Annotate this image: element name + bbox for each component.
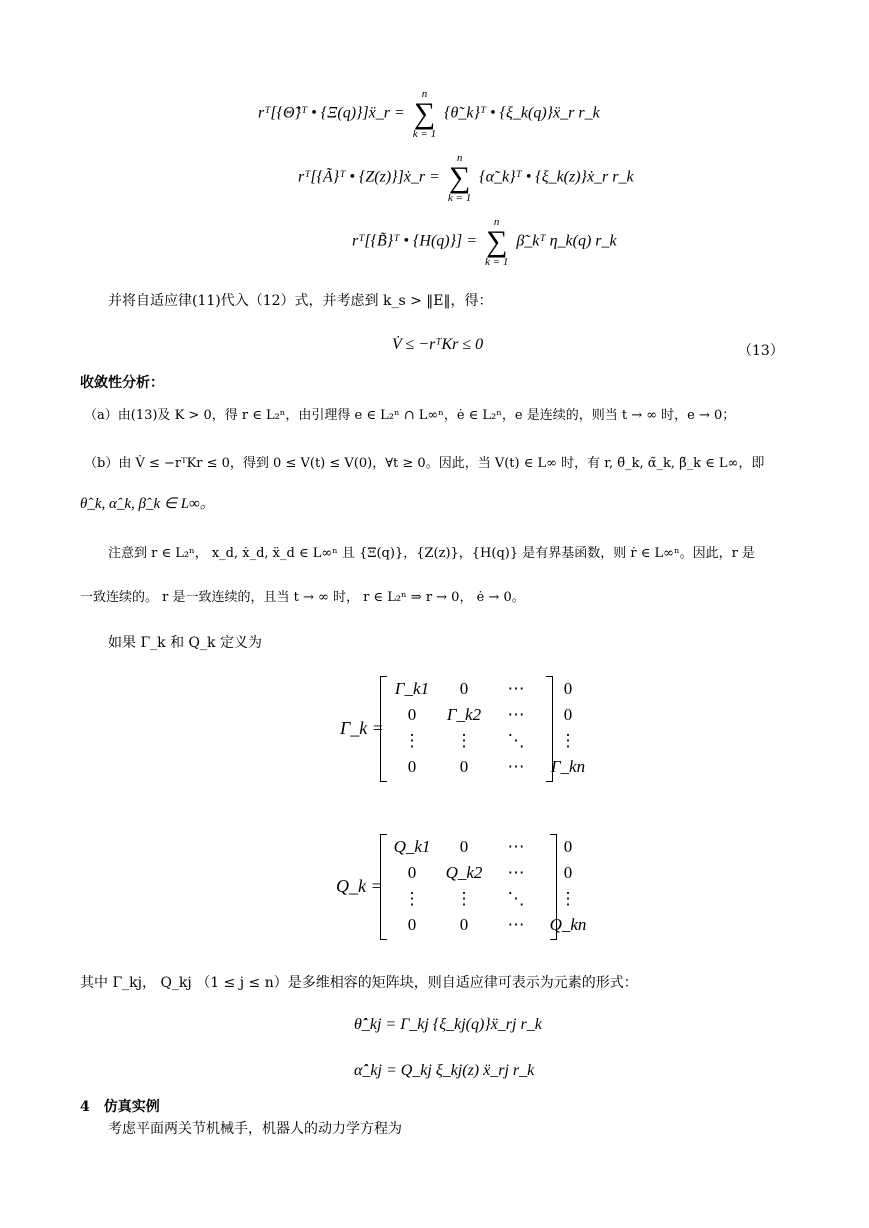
matrix-cell: 0 (459, 837, 469, 856)
sum-lower-limit: k = 1 (447, 192, 472, 204)
matrix-cell: ⋱ (507, 731, 525, 750)
equation-13: V̇ ≤ −rᵀKr ≤ 0 (392, 336, 484, 353)
equation-theta-dot: θ̂̇_kj = Γ_kj {ξ_kj(q)}ẍ_rj r_k (354, 1016, 542, 1033)
equation-c-rhs: β̃_kᵀ η_k(q) r_k (516, 232, 617, 250)
matrix-row (386, 834, 594, 860)
equation-alpha-dot: α̂̇_kj = Q_kj ξ_kj(z) ẍ_rj r_k (354, 1062, 535, 1079)
matrix-row (386, 702, 594, 728)
matrix-cell: ⋮ (455, 889, 473, 908)
matrix-cell: ⋯ (507, 679, 525, 698)
equation-b-lhs: rᵀ[{Ã}ᵀ • {Z(z)}]ẋ_r = (298, 168, 440, 186)
matrix-row (386, 886, 594, 912)
matrix-cell: ⋮ (403, 889, 421, 908)
matrix-cell: Γ_kn (550, 757, 586, 776)
sum-upper-limit: n (456, 152, 463, 164)
matrix-cell: Γ_k2 (446, 705, 482, 724)
matrix-row (386, 912, 594, 938)
matrix-cell: 0 (563, 863, 573, 882)
equation-c (352, 216, 617, 268)
paragraph-gamma-q-definition: 如果 Γ_k 和 Q_k 定义为 (108, 635, 262, 651)
sum-lower-limit: k = 1 (412, 128, 437, 140)
gamma-matrix-label: Γ_k = (340, 718, 384, 738)
matrix-cell: 0 (563, 705, 573, 724)
sum-upper-limit: n (421, 88, 428, 100)
matrix-row (386, 728, 594, 754)
matrix-cell: 0 (459, 757, 469, 776)
equation-a-lhs: rᵀ[{Θ̃}ᵀ • {Ξ(q)}]ẍ_r = (258, 104, 405, 122)
matrix-cell: 0 (563, 679, 573, 698)
matrix-row (386, 860, 594, 886)
matrix-cell: ⋯ (507, 757, 525, 776)
summation-sign: n ∑ k = 1 (485, 216, 509, 268)
item-a: （a）由(13)及 K > 0，得 r ∈ L₂ⁿ，由引理得 e ∈ L₂ⁿ ∩ L∞ⁿ，ė ∈ L₂ⁿ，e 是连续的，则当 t → ∞ 时，e → 0； (84, 408, 736, 423)
equation-a-rhs: {θ̃_k}ᵀ • {ξ_k(q)}ẍ_r r_k (444, 104, 600, 122)
heading-convergence-analysis: 收敛性分析： (80, 375, 164, 391)
matrix-cell: ⋮ (455, 731, 473, 750)
matrix-cell: ⋯ (507, 705, 525, 724)
paragraph-two-link-manipulator: 考虑平面两关节机械手，机器人的动力学方程为 (108, 1121, 402, 1137)
summation-sign: n ∑ k = 1 (447, 152, 472, 204)
matrix-cell: Q_kn (549, 915, 587, 934)
item-b: （b）由 V̇ ≤ −rᵀKr ≤ 0，得到 0 ≤ V(t) ≤ V(0)，∀t ≥ 0。因此，当 V(t) ∈ L∞ 时，有 r, θ̃_k, α̃_k, β̃_k ∈ L∞，即 (84, 456, 765, 471)
matrix-cell: ⋱ (507, 889, 525, 908)
matrix-row (386, 754, 594, 780)
summation-sign: n ∑ k = 1 (412, 88, 437, 140)
paragraph-element-form: 其中 Γ_kj， Q_kj （1 ≤ j ≤ n）是多维相容的矩阵块，则自适应律可表示为元素的形式： (80, 975, 638, 991)
paragraph-bounded: 注意到 r ∈ L₂ⁿ， x_d, ẋ_d, ẍ_d ∈ L∞ⁿ 且 {Ξ(q)}，{Z(z)}，{H(q)} 是有界基函数，则 ṙ ∈ L∞ⁿ。因此，r 是 (108, 546, 755, 561)
q-matrix (386, 834, 594, 938)
matrix-cell: ⋮ (403, 731, 421, 750)
paragraph-adaptive-law: 并将自适应律(11)代入（12）式，并考虑到 k_s > ‖E‖，得： (108, 293, 493, 309)
matrix-cell: 0 (407, 757, 417, 776)
paragraph-bounded-continuation: 一致连续的。 r 是一致连续的，且当 t → ∞ 时， r ∈ L₂ⁿ ⇒ r → 0， ė → 0。 (80, 590, 525, 605)
equation-b (298, 152, 634, 204)
sum-lower-limit: k = 1 (485, 256, 509, 268)
matrix-cell: Q_k1 (393, 837, 431, 856)
matrix-cell: Q_k2 (445, 863, 483, 882)
equation-c-lhs: rᵀ[{B̃}ᵀ • {H(q)}] = (352, 232, 478, 250)
matrix-cell: 0 (407, 705, 417, 724)
matrix-cell: ⋯ (507, 863, 525, 882)
matrix-cell: 0 (459, 679, 469, 698)
matrix-cell: ⋮ (559, 889, 577, 908)
matrix-cell: 0 (407, 915, 417, 934)
matrix-cell: 0 (407, 863, 417, 882)
section-4-heading: 4 仿真实例 (80, 1099, 160, 1115)
sum-upper-limit: n (493, 216, 500, 228)
matrix-cell: ⋮ (559, 731, 577, 750)
matrix-cell: ⋯ (507, 837, 525, 856)
q-matrix-label: Q_k = (336, 876, 383, 896)
matrix-cell: 0 (459, 915, 469, 934)
equation-13-number: （13） (738, 343, 784, 359)
item-b-continuation: θ̂_k, α̂_k, β̂_k ∈ L∞。 (80, 496, 215, 512)
equation-b-rhs: {α̃_k}ᵀ • {ξ_k(z)}ẋ_r r_k (479, 168, 634, 186)
matrix-cell: 0 (563, 837, 573, 856)
matrix-row (386, 676, 594, 702)
equation-a (258, 88, 600, 140)
matrix-cell: ⋯ (507, 915, 525, 934)
gamma-matrix (386, 676, 594, 780)
matrix-cell: Γ_k1 (394, 679, 430, 698)
